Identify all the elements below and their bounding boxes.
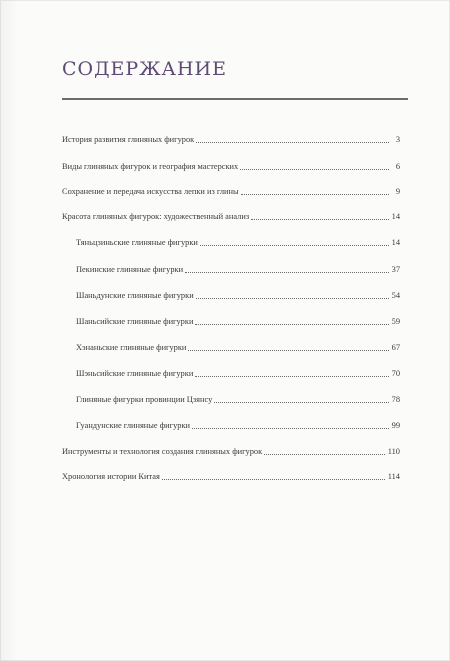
toc-subentry-shandong	[76, 286, 400, 300]
toc-entry-page: 3	[395, 134, 400, 144]
toc-entry-page: 67	[391, 342, 400, 352]
toc-entry-title: Шэньсийские глиняные фигурки	[76, 368, 194, 378]
toc-subentry-tianjin	[76, 233, 400, 247]
toc-entry-title: Гуандунские глиняные фигурки	[76, 420, 191, 430]
toc-entry-page: 59	[391, 316, 400, 326]
toc-entry-title: Глиняные фигурки провинции Цзянсу	[76, 394, 213, 404]
toc-entry-page: 78	[391, 394, 400, 404]
toc-leader-dots	[162, 479, 385, 480]
toc-leader-dots	[240, 169, 389, 170]
toc-entry-page: 37	[391, 264, 400, 274]
toc-entry-title: Хронология истории Китая	[62, 471, 160, 481]
toc-leader-dots	[200, 245, 389, 246]
toc-entry-page: 99	[391, 420, 400, 430]
toc-subentry-jiangsu	[76, 390, 400, 404]
toc-entry-page: 9	[395, 186, 400, 196]
toc-leader-dots	[188, 350, 388, 351]
toc-entry-page: 14	[391, 211, 400, 221]
toc-leader-dots	[195, 324, 388, 325]
toc-entry-title: Пекинские глиняные фигурки	[76, 264, 184, 274]
toc-leader-dots	[192, 428, 389, 429]
page-title: СОДЕРЖАНИЕ	[62, 58, 227, 80]
toc-entry-preservation	[62, 182, 400, 196]
toc-entry-chronology	[62, 467, 400, 481]
toc-entry-page: 70	[391, 368, 400, 378]
toc-subentry-henan	[76, 338, 400, 352]
toc-entry-title: Инструменты и технология создания глиняных фигурок	[62, 446, 263, 456]
toc-leader-dots	[241, 194, 389, 195]
toc-leader-dots	[214, 402, 388, 403]
toc-entry-title: Виды глиняных фигурок и география мастерских	[62, 161, 239, 171]
toc-entry-title: Шаньдунские глиняные фигурки	[76, 290, 194, 300]
toc-entry-page: 54	[391, 290, 400, 300]
toc-entry-title: Тяньцзиньские глиняные фигурки	[76, 237, 198, 247]
toc-entry-title: История развития глиняных фигурок	[62, 134, 195, 144]
toc-entry-title: Хэнаньские глиняные фигурки	[76, 342, 187, 352]
toc-entry-page: 6	[395, 161, 400, 171]
toc-subentry-beijing	[76, 260, 400, 274]
toc-leader-dots	[196, 142, 389, 143]
toc-entry-tools	[62, 442, 400, 456]
toc-subentry-guangdong	[76, 416, 400, 430]
toc-entry-page: 110	[387, 446, 400, 456]
toc-leader-dots	[185, 272, 389, 273]
toc-leader-dots	[251, 219, 388, 220]
toc-subentry-shaanxi	[76, 364, 400, 378]
toc-entry-title: Сохранение и передача искусства лепки из глины	[62, 186, 239, 196]
toc-entry-types	[62, 157, 400, 171]
toc-entry-title: Шаньсийские глиняные фигурки	[76, 316, 194, 326]
toc-entry-page: 14	[391, 237, 400, 247]
toc-leader-dots	[196, 298, 389, 299]
toc-entry-beauty	[62, 207, 400, 221]
toc-entry-title: Красота глиняных фигурок: художественный анализ	[62, 211, 250, 221]
toc-leader-dots	[195, 376, 388, 377]
toc-subentry-shanxi	[76, 312, 400, 326]
toc-entry-history	[62, 130, 400, 144]
toc-leader-dots	[264, 454, 385, 455]
toc-entry-page: 114	[387, 471, 400, 481]
